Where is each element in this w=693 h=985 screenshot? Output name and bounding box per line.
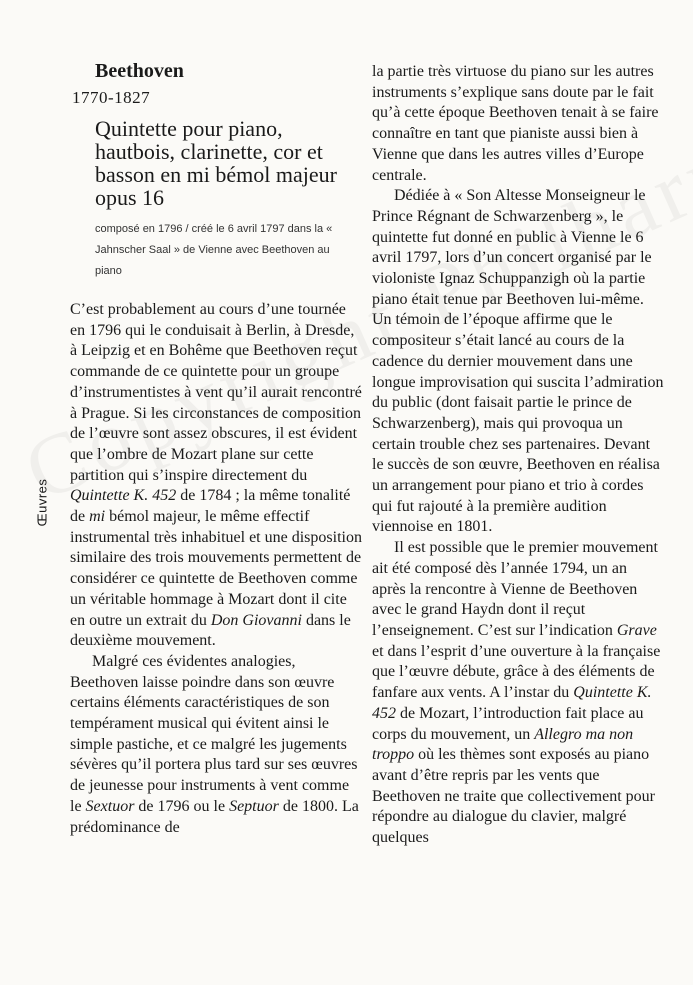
work-reference: Don Giovanni bbox=[210, 611, 302, 629]
text-run: de 1796 ou le bbox=[134, 797, 230, 815]
text-run: et dans l’esprit d’une ouverture à la française que l’œuvre débute, grâce à des éléments de fanfare aux vents. A l’instar du bbox=[372, 642, 661, 702]
text-run: Malgré ces évidentes analogies, Beethoven laisse poindre dans son œuvre certains éléments caractéristiques de son tempérament musical qui évitent ainsi le simple pastiche, et ce malgré les jugements sévères qu’il portera plus tard sur ses œuvres de jeunesse pour instruments à vent comme le bbox=[70, 652, 358, 815]
right-column bbox=[372, 62, 664, 849]
paragraph bbox=[372, 538, 664, 849]
tempo-marking: Allegro ma non troppo bbox=[372, 725, 634, 764]
paragraph bbox=[70, 300, 362, 652]
paragraph bbox=[70, 652, 362, 838]
key-reference: mi bbox=[89, 508, 106, 526]
text-run: bémol majeur, le même effectif instrumental très inhabituel et une disposition similaire des trois mouvements permettent de considérer ce quintette de Beethoven comme un véritable hommage à Mozart dont il cite en outre un extrait du bbox=[70, 508, 362, 629]
work-reference: Quintette K. 452 bbox=[372, 684, 652, 722]
text-run: de Mozart, l’introduction fait place au corps du mouvement, un bbox=[372, 704, 644, 743]
text-run: de 1784 ; la même tonalité de bbox=[70, 487, 351, 526]
work-reference: Septuor bbox=[229, 797, 279, 815]
paragraph: Dédiée à « Son Altesse Monseigneur le Prince Régnant de Schwarzenberg », le quintette fut donné en public à Vienne le 6 avril 1797, lors d’un concert organisé par le violoniste Ignaz Schuppanzigh où la partie piano était tenue par Beethoven lui-même. Un témoin de l’époque affirme que le compositeur s’était lancé au cours de la cadence du dernier mouvement dans une longue improvisation qui suscita l’admiration du public (dont faisait partie le prince de Schwarzenberg), mais qui provoqua un certain trouble chez ses partenaires. Devant le succès de son œuvre, Beethoven en réalisa un arrangement pour piano et trio à cordes qui fut rajouté à la première audition viennoise en 1801. bbox=[372, 187, 664, 536]
work-reference: Quintette K. 452 bbox=[70, 487, 177, 505]
text-run: de 1800. La prédominance de bbox=[70, 797, 359, 836]
text-run: C’est probablement au cours d’une tournée en 1796 qui le conduisait à Berlin, à Dresde, à Leipzig et en Bohême que Beethoven reçut commande de ce quintette pour un groupe d’instrumentistes à vent qu’il aurait rencontré à Prague. Si les circonstances de composition de l’œuvre sont assez obscures, il est évident que l’ombre de Mozart plane sur cette partition qui s’inspire directement du bbox=[70, 301, 362, 484]
paragraph: la partie très virtuose du piano sur les autres instruments s’explique sans doute par le fait qu’à cette époque Beethoven tenait à se faire connaître en tant que pianiste aussi bien à Vienne que dans les autres villes d’Europe centrale. bbox=[372, 63, 659, 184]
tempo-marking: Grave bbox=[616, 621, 657, 639]
work-reference: Sextuor bbox=[85, 797, 135, 815]
section-label: Œuvres bbox=[34, 478, 50, 527]
text-run: Il est possible que le premier mouvement ait été composé dès l’année 1794, un an après la rencontre à Vienne de Beethoven avec le grand Haydn dont il reçut l’enseignement. C’est sur l’indication bbox=[372, 539, 658, 639]
composer-dates: 1770-1827 bbox=[72, 88, 151, 107]
work-title: Quintette pour piano, hautbois, clarinette, cor et basson en mi bémol majeur opus 16 bbox=[95, 116, 337, 210]
composer-name: Beethoven bbox=[95, 60, 184, 82]
left-column bbox=[70, 300, 362, 838]
work-note: composé en 1796 / créé le 6 avril 1797 dans la « Jahnscher Saal » de Vienne avec Beethoven au piano bbox=[95, 223, 333, 277]
text-run: où les thèmes sont exposés au piano avant d’être repris par les vents que Beethoven ne traite que collectivement pour répondre au dialogue du clavier, malgré quelques bbox=[372, 746, 655, 847]
text-run: dans le deuxième mouvement. bbox=[70, 611, 351, 650]
